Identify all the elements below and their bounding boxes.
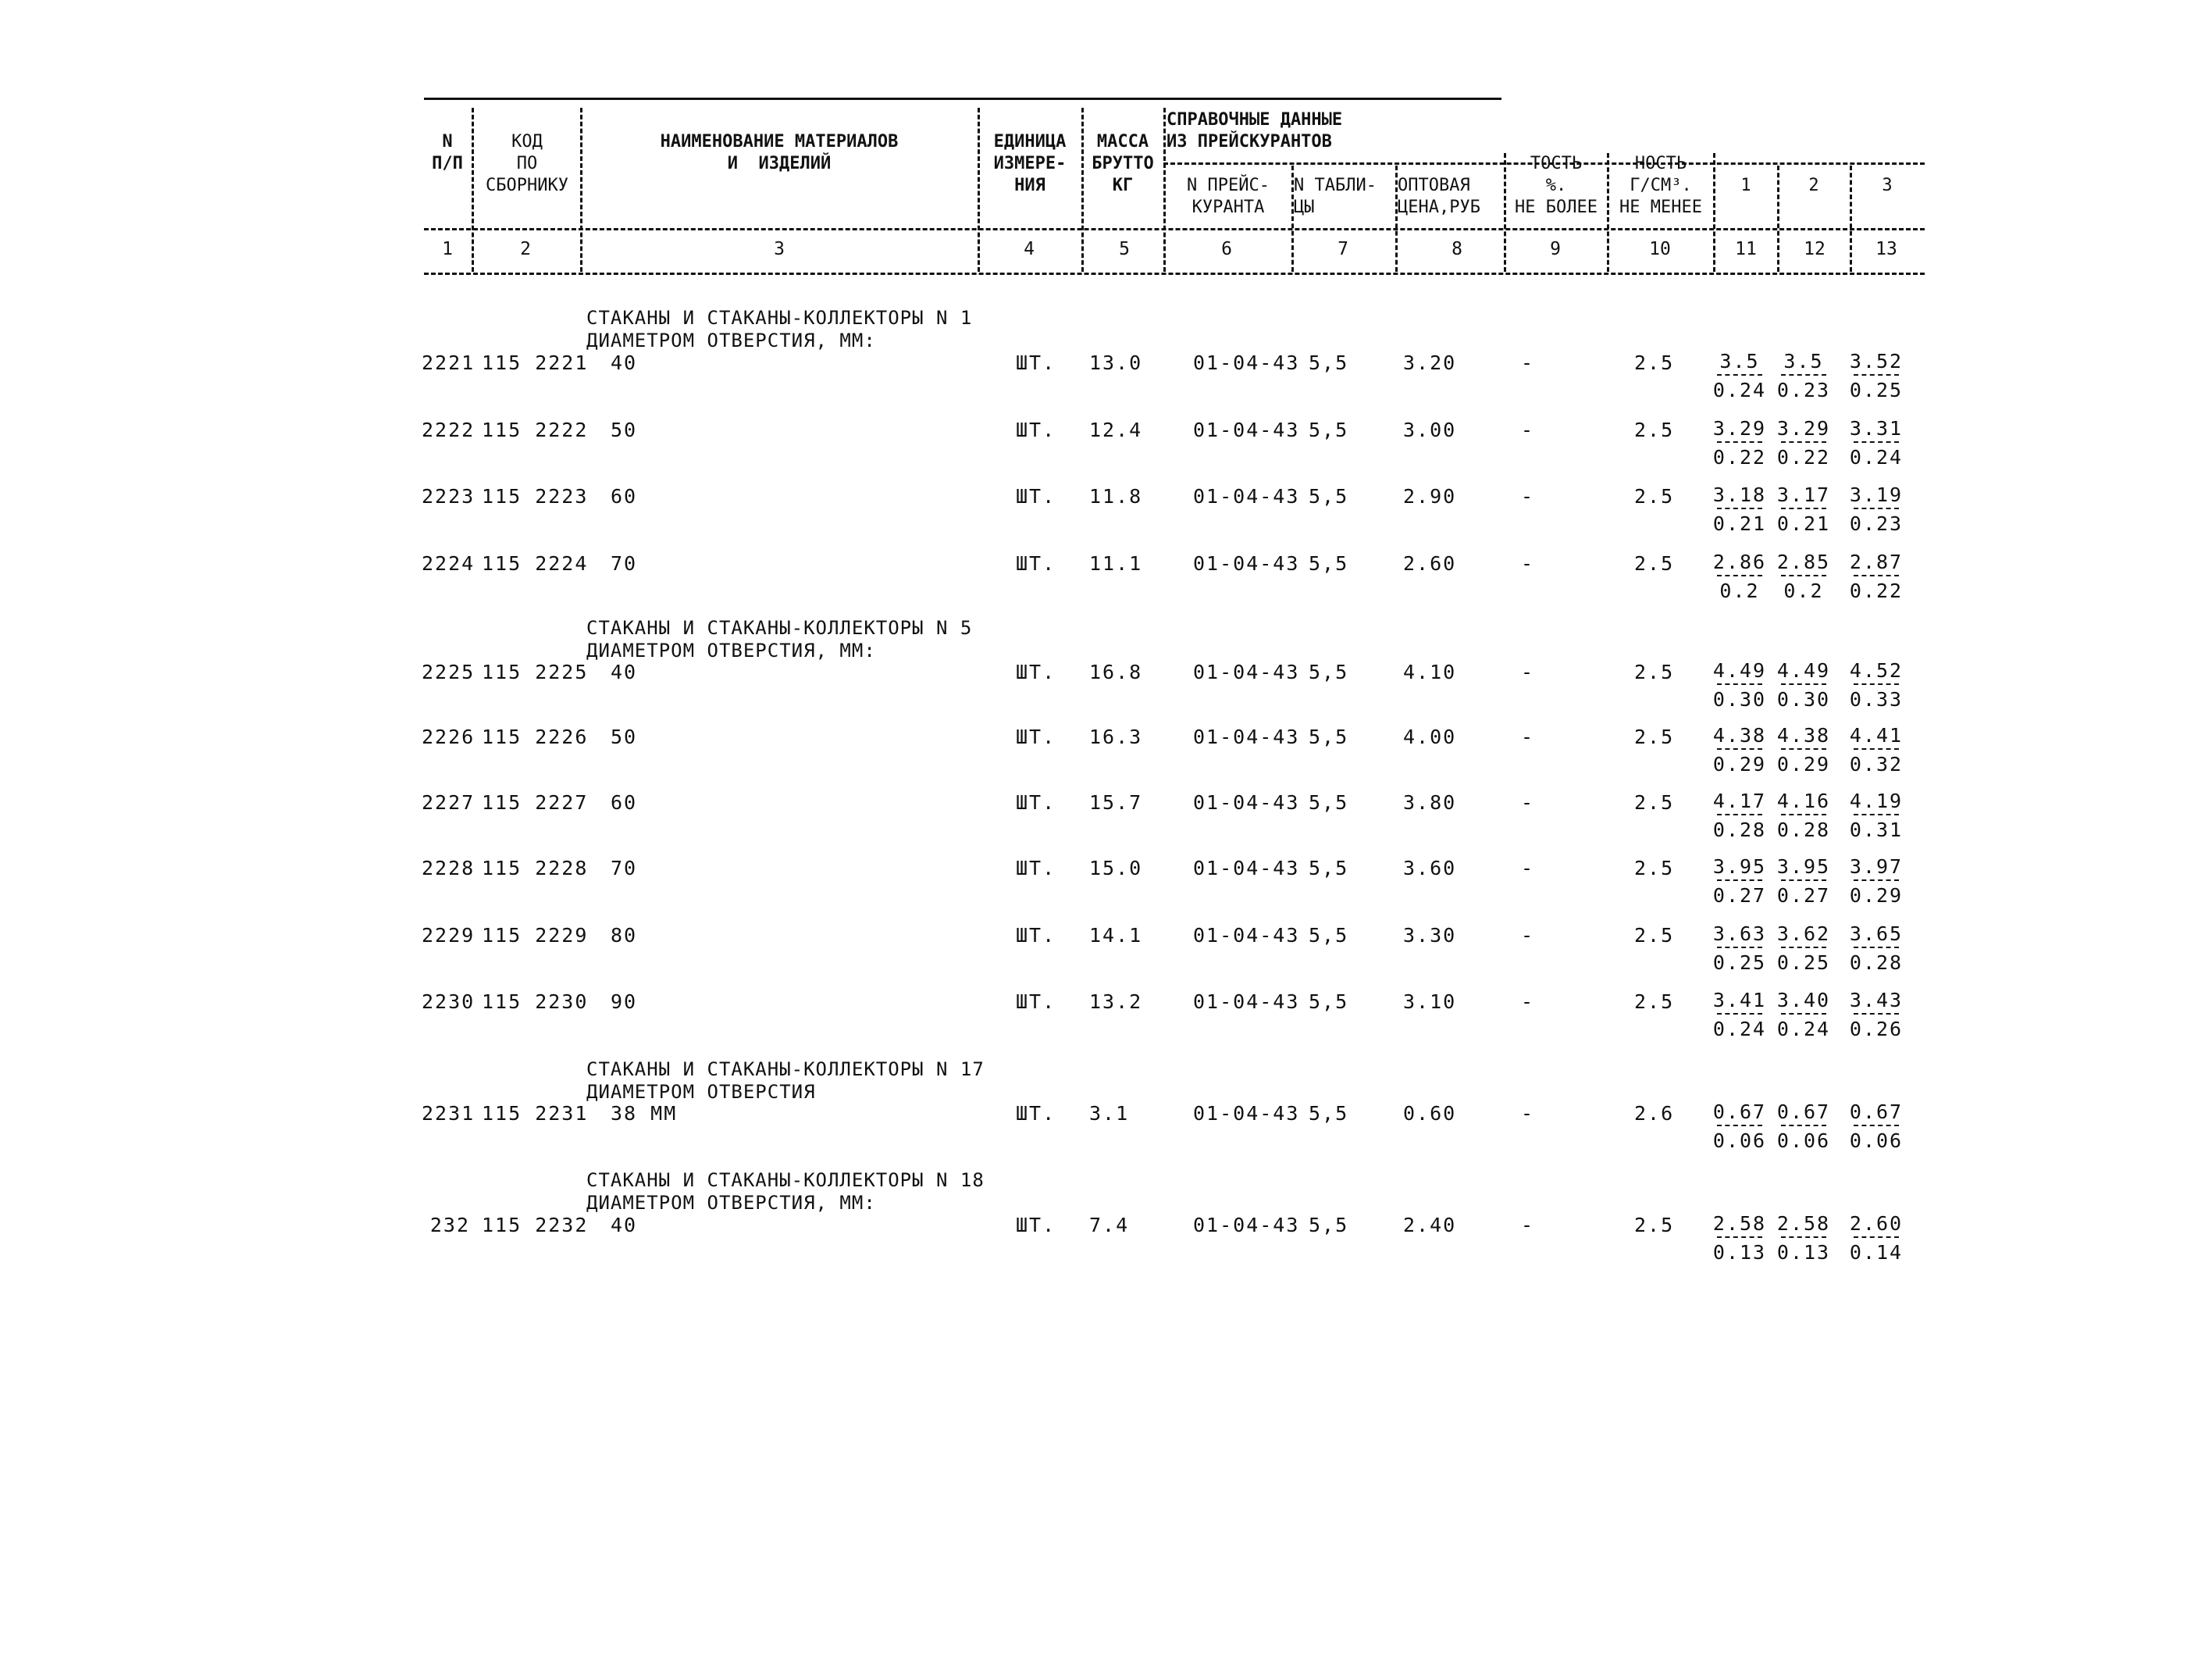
fraction-bar	[1854, 1013, 1899, 1015]
table-cell: 5,5	[1309, 1102, 1349, 1125]
fraction-denominator: 0.25	[1776, 951, 1831, 974]
fraction-denominator: 0.24	[1712, 1018, 1767, 1040]
price-list-cell: 01-04-43	[1193, 419, 1300, 441]
fraction-cell	[1772, 922, 1835, 974]
fraction-bar	[1717, 508, 1762, 509]
fraction-numerator: 4.38	[1776, 724, 1831, 747]
fraction-numerator: 3.17	[1776, 483, 1831, 506]
density-cell: 2.6	[1634, 1102, 1675, 1125]
fraction-denominator: 0.28	[1776, 819, 1831, 841]
fraction-bar	[1717, 683, 1762, 685]
porosity-cell: -	[1521, 661, 1535, 683]
code-cell: 115 2231	[482, 1102, 589, 1125]
mass-cell: 11.8	[1089, 485, 1143, 508]
header-col4: ЕДИНИЦА ИЗМЕРЕ- НИЯ	[993, 132, 1067, 195]
name-cell: 70	[611, 552, 638, 575]
fraction-bar	[1717, 1125, 1762, 1126]
name-cell: 38 ММ	[611, 1102, 678, 1125]
fraction-bar	[1717, 374, 1762, 376]
fraction-bar	[1781, 748, 1826, 750]
fraction-bar	[1781, 1236, 1826, 1238]
fraction-bar	[1854, 508, 1899, 509]
mass-cell: 15.7	[1089, 791, 1143, 814]
price-cell: 4.00	[1403, 726, 1457, 748]
price-list-cell: 01-04-43	[1193, 726, 1300, 748]
table-cell: 5,5	[1309, 924, 1349, 947]
fraction-cell	[1772, 790, 1835, 841]
fraction-numerator: 4.16	[1776, 790, 1831, 812]
header-col10: НОСТЬ Г/СМ³. НЕ МЕНЕЕ	[1619, 154, 1702, 217]
fraction-denominator: 0.28	[1712, 819, 1767, 841]
header-col5: МАССА БРУТТО КГ	[1092, 132, 1154, 195]
code-cell: 115 2225	[482, 661, 589, 683]
fraction-cell	[1772, 1100, 1835, 1152]
mass-cell: 3.1	[1089, 1102, 1130, 1125]
fraction-bar	[1717, 441, 1762, 443]
fraction-numerator: 2.58	[1776, 1212, 1831, 1235]
row-number: 2223	[422, 485, 476, 508]
fraction-bar	[1781, 575, 1826, 576]
unit-cell: ШТ.	[1016, 351, 1056, 374]
fraction-denominator: 0.21	[1712, 512, 1767, 535]
fraction-bar	[1781, 683, 1826, 685]
fraction-cell	[1845, 417, 1907, 469]
fraction-bar	[1781, 814, 1826, 815]
column-number: 3	[774, 239, 785, 259]
fraction-denominator: 0.06	[1849, 1129, 1904, 1152]
fraction-bar	[1717, 814, 1762, 815]
price-cell: 3.30	[1403, 924, 1457, 947]
row-number: 2224	[422, 552, 476, 575]
fraction-denominator: 0.25	[1849, 379, 1904, 401]
fraction-denominator: 0.33	[1849, 688, 1904, 711]
header-bottom-rule	[424, 228, 1925, 230]
fraction-numerator: 3.97	[1849, 855, 1904, 878]
fraction-bar	[1781, 374, 1826, 376]
fraction-cell	[1845, 855, 1907, 907]
column-number: 7	[1338, 239, 1348, 259]
fraction-numerator: 3.62	[1776, 922, 1831, 945]
fraction-cell	[1708, 1100, 1771, 1152]
fraction-numerator: 3.31	[1849, 417, 1904, 440]
porosity-cell: -	[1521, 552, 1535, 575]
fraction-cell	[1772, 724, 1835, 776]
price-list-cell: 01-04-43	[1193, 1214, 1300, 1236]
fraction-bar	[1854, 683, 1899, 685]
porosity-cell: -	[1521, 924, 1535, 947]
column-number: 9	[1550, 239, 1561, 259]
fraction-denominator: 0.31	[1849, 819, 1904, 841]
fraction-bar	[1717, 879, 1762, 881]
code-cell: 115 2230	[482, 990, 589, 1013]
name-cell: 70	[611, 857, 638, 879]
header-top-rule	[424, 98, 1501, 100]
name-cell: 40	[611, 1214, 638, 1236]
header-col11: 1	[1740, 176, 1751, 195]
fraction-cell	[1845, 1100, 1907, 1152]
column-number: 4	[1024, 239, 1035, 259]
fraction-denominator: 0.13	[1712, 1241, 1767, 1264]
unit-cell: ШТ.	[1016, 924, 1056, 947]
row-number: 2230	[422, 990, 476, 1013]
column-number: 6	[1221, 239, 1232, 259]
fraction-denominator: 0.2	[1783, 580, 1824, 602]
code-cell: 115 2227	[482, 791, 589, 814]
price-cell: 2.60	[1403, 552, 1457, 575]
fraction-cell	[1845, 790, 1907, 841]
unit-cell: ШТ.	[1016, 419, 1056, 441]
fraction-cell	[1845, 350, 1907, 401]
group-title: СТАКАНЫ И СТАКАНЫ-КОЛЛЕКТОРЫ N 18 ДИАМЕТРОМ ОТВЕРСТИЯ, ММ:	[586, 1169, 985, 1214]
fraction-numerator: 3.29	[1712, 417, 1767, 440]
fraction-cell	[1845, 483, 1907, 535]
fraction-bar	[1854, 1125, 1899, 1126]
header-col9: ТОСТЬ %. НЕ БОЛЕЕ	[1515, 154, 1598, 217]
density-cell: 2.5	[1634, 419, 1675, 441]
column-number: 13	[1875, 239, 1897, 259]
row-number: 232	[429, 1214, 470, 1236]
fraction-cell	[1845, 724, 1907, 776]
fraction-denominator: 0.29	[1776, 753, 1831, 776]
code-cell: 115 2223	[482, 485, 589, 508]
fraction-cell	[1708, 551, 1771, 602]
column-number: 10	[1649, 239, 1671, 259]
name-cell: 50	[611, 419, 638, 441]
column-number: 8	[1452, 239, 1462, 259]
fraction-bar	[1781, 947, 1826, 948]
price-cell: 3.10	[1403, 990, 1457, 1013]
fraction-numerator: 3.18	[1712, 483, 1767, 506]
fraction-numerator: 2.87	[1849, 551, 1904, 573]
fraction-denominator: 0.22	[1849, 580, 1904, 602]
code-cell: 115 2226	[482, 726, 589, 748]
fraction-cell	[1708, 483, 1771, 535]
table-cell: 5,5	[1309, 791, 1349, 814]
fraction-cell	[1708, 855, 1771, 907]
unit-cell: ШТ.	[1016, 485, 1056, 508]
fraction-cell	[1708, 350, 1771, 401]
fraction-denominator: 0.26	[1849, 1018, 1904, 1040]
header-col2: КОД ПО СБОРНИКУ	[486, 132, 568, 195]
price-list-cell: 01-04-43	[1193, 924, 1300, 947]
header-col12: 2	[1808, 176, 1819, 195]
fraction-cell	[1845, 922, 1907, 974]
code-cell: 115 2229	[482, 924, 589, 947]
fraction-denominator: 0.06	[1712, 1129, 1767, 1152]
density-cell: 2.5	[1634, 1214, 1675, 1236]
price-cell: 3.20	[1403, 351, 1457, 374]
price-cell: 4.10	[1403, 661, 1457, 683]
table-cell: 5,5	[1309, 857, 1349, 879]
fraction-numerator: 4.41	[1849, 724, 1904, 747]
unit-cell: ШТ.	[1016, 1102, 1056, 1125]
fraction-numerator: 4.52	[1849, 659, 1904, 682]
column-number: 5	[1119, 239, 1130, 259]
code-cell: 115 2228	[482, 857, 589, 879]
column-number: 12	[1804, 239, 1826, 259]
unit-cell: ШТ.	[1016, 857, 1056, 879]
name-cell: 60	[611, 791, 638, 814]
row-number: 2227	[422, 791, 476, 814]
unit-cell: ШТ.	[1016, 1214, 1056, 1236]
fraction-denominator: 0.24	[1776, 1018, 1831, 1040]
fraction-denominator: 0.06	[1776, 1129, 1831, 1152]
header-col6: N ПРЕЙС- КУРАНТА	[1187, 176, 1270, 217]
fraction-bar	[1717, 1013, 1762, 1015]
row-number: 2231	[422, 1102, 476, 1125]
fraction-cell	[1772, 350, 1835, 401]
fraction-numerator: 3.40	[1776, 989, 1831, 1011]
price-list-cell: 01-04-43	[1193, 351, 1300, 374]
fraction-numerator: 2.85	[1776, 551, 1831, 573]
header-end-rule	[424, 273, 1925, 275]
header-col8: ОПТОВАЯ ЦЕНА,РУБ	[1398, 176, 1480, 217]
fraction-numerator: 3.52	[1849, 350, 1904, 373]
group-title: СТАКАНЫ И СТАКАНЫ-КОЛЛЕКТОРЫ N 5 ДИАМЕТРОМ ОТВЕРСТИЯ, ММ:	[586, 617, 973, 662]
fraction-numerator: 4.49	[1712, 659, 1767, 682]
fraction-bar	[1717, 947, 1762, 948]
price-cell: 3.60	[1403, 857, 1457, 879]
fraction-cell	[1845, 1212, 1907, 1264]
mass-cell: 15.0	[1089, 857, 1143, 879]
fraction-bar	[1781, 879, 1826, 881]
porosity-cell: -	[1521, 485, 1535, 508]
unit-cell: ШТ.	[1016, 791, 1056, 814]
fraction-numerator: 0.67	[1712, 1100, 1767, 1123]
fraction-bar	[1717, 575, 1762, 576]
fraction-denominator: 0.14	[1849, 1241, 1904, 1264]
row-number: 2222	[422, 419, 476, 441]
fraction-denominator: 0.29	[1849, 884, 1904, 907]
fraction-cell	[1708, 724, 1771, 776]
row-number: 2229	[422, 924, 476, 947]
fraction-bar	[1854, 575, 1899, 576]
fraction-cell	[1772, 855, 1835, 907]
porosity-cell: -	[1521, 857, 1535, 879]
fraction-bar	[1854, 1236, 1899, 1238]
fraction-cell	[1772, 483, 1835, 535]
fraction-numerator: 3.19	[1849, 483, 1904, 506]
header-col13: 3	[1882, 176, 1893, 195]
row-number: 2221	[422, 351, 476, 374]
fraction-denominator: 0.13	[1776, 1241, 1831, 1264]
fraction-bar	[1854, 814, 1899, 815]
porosity-cell: -	[1521, 791, 1535, 814]
mass-cell: 13.0	[1089, 351, 1143, 374]
fraction-numerator: 2.86	[1712, 551, 1767, 573]
fraction-cell	[1845, 551, 1907, 602]
column-number: 11	[1735, 239, 1757, 259]
fraction-bar	[1854, 374, 1899, 376]
row-number: 2225	[422, 661, 476, 683]
mass-cell: 11.1	[1089, 552, 1143, 575]
density-cell: 2.5	[1634, 351, 1675, 374]
fraction-numerator: 3.95	[1776, 855, 1831, 878]
fraction-denominator: 0.23	[1776, 379, 1831, 401]
fraction-cell	[1772, 417, 1835, 469]
fraction-cell	[1845, 989, 1907, 1040]
mass-cell: 13.2	[1089, 990, 1143, 1013]
fraction-cell	[1708, 790, 1771, 841]
fraction-numerator: 3.41	[1712, 989, 1767, 1011]
fraction-numerator: 4.17	[1712, 790, 1767, 812]
mass-cell: 7.4	[1089, 1214, 1130, 1236]
header-col3: НАИМЕНОВАНИЕ МАТЕРИАЛОВ И ИЗДЕЛИЙ	[660, 132, 899, 173]
fraction-numerator: 3.43	[1849, 989, 1904, 1011]
price-list-cell: 01-04-43	[1193, 485, 1300, 508]
code-cell: 115 2222	[482, 419, 589, 441]
code-cell: 115 2221	[482, 351, 589, 374]
fraction-numerator: 3.63	[1712, 922, 1767, 945]
fraction-cell	[1708, 417, 1771, 469]
table-cell: 5,5	[1309, 661, 1349, 683]
price-cell: 2.90	[1403, 485, 1457, 508]
density-cell: 2.5	[1634, 924, 1675, 947]
row-number: 2226	[422, 726, 476, 748]
table-cell: 5,5	[1309, 419, 1349, 441]
density-cell: 2.5	[1634, 726, 1675, 748]
fraction-denominator: 0.27	[1776, 884, 1831, 907]
column-number: 2	[520, 239, 531, 259]
fraction-numerator: 3.29	[1776, 417, 1831, 440]
fraction-denominator: 0.22	[1712, 446, 1767, 469]
porosity-cell: -	[1521, 726, 1535, 748]
mass-cell: 16.8	[1089, 661, 1143, 683]
fraction-denominator: 0.25	[1712, 951, 1767, 974]
fraction-denominator: 0.27	[1712, 884, 1767, 907]
fraction-cell	[1708, 989, 1771, 1040]
mass-cell: 12.4	[1089, 419, 1143, 441]
density-cell: 2.5	[1634, 552, 1675, 575]
fraction-bar	[1781, 508, 1826, 509]
fraction-denominator: 0.30	[1712, 688, 1767, 711]
density-cell: 2.5	[1634, 661, 1675, 683]
fraction-bar	[1854, 748, 1899, 750]
fraction-numerator: 3.65	[1849, 922, 1904, 945]
fraction-cell	[1772, 551, 1835, 602]
fraction-denominator: 0.2	[1719, 580, 1760, 602]
table-cell: 5,5	[1309, 1214, 1349, 1236]
header-col1: N П/П	[432, 132, 463, 173]
fraction-bar	[1854, 947, 1899, 948]
fraction-bar	[1717, 1236, 1762, 1238]
table-cell: 5,5	[1309, 351, 1349, 374]
unit-cell: ШТ.	[1016, 552, 1056, 575]
column-number: 1	[442, 239, 453, 259]
name-cell: 40	[611, 661, 638, 683]
fraction-denominator: 0.24	[1712, 379, 1767, 401]
fraction-numerator: 4.49	[1776, 659, 1831, 682]
name-cell: 40	[611, 351, 638, 374]
fraction-numerator: 0.67	[1849, 1100, 1904, 1123]
fraction-numerator: 2.58	[1712, 1212, 1767, 1235]
fraction-cell	[1708, 1212, 1771, 1264]
price-list-cell: 01-04-43	[1193, 552, 1300, 575]
fraction-bar	[1854, 441, 1899, 443]
fraction-cell	[1708, 659, 1771, 711]
table-cell: 5,5	[1309, 485, 1349, 508]
fraction-cell	[1772, 989, 1835, 1040]
code-cell: 115 2224	[482, 552, 589, 575]
fraction-denominator: 0.32	[1849, 753, 1904, 776]
fraction-denominator: 0.23	[1849, 512, 1904, 535]
fraction-cell	[1708, 922, 1771, 974]
porosity-cell: -	[1521, 1102, 1535, 1125]
group-title: СТАКАНЫ И СТАКАНЫ-КОЛЛЕКТОРЫ N 17 ДИАМЕТРОМ ОТВЕРСТИЯ	[586, 1058, 985, 1103]
porosity-cell: -	[1521, 990, 1535, 1013]
mass-cell: 16.3	[1089, 726, 1143, 748]
price-cell: 2.40	[1403, 1214, 1457, 1236]
unit-cell: ШТ.	[1016, 990, 1056, 1013]
fraction-numerator: 2.60	[1849, 1212, 1904, 1235]
price-cell: 0.60	[1403, 1102, 1457, 1125]
table-cell: 5,5	[1309, 990, 1349, 1013]
price-list-cell: 01-04-43	[1193, 990, 1300, 1013]
price-list-cell: 01-04-43	[1193, 791, 1300, 814]
unit-cell: ШТ.	[1016, 726, 1056, 748]
header-group: СПРАВОЧНЫЕ ДАННЫЕ ИЗ ПРЕЙСКУРАНТОВ	[1167, 110, 1343, 152]
fraction-numerator: 3.95	[1712, 855, 1767, 878]
name-cell: 90	[611, 990, 638, 1013]
fraction-bar	[1854, 879, 1899, 881]
group-title: СТАКАНЫ И СТАКАНЫ-КОЛЛЕКТОРЫ N 1 ДИАМЕТРОМ ОТВЕРСТИЯ, ММ:	[586, 307, 973, 351]
fraction-numerator: 4.38	[1712, 724, 1767, 747]
price-list-cell: 01-04-43	[1193, 857, 1300, 879]
unit-cell: ШТ.	[1016, 661, 1056, 683]
density-cell: 2.5	[1634, 485, 1675, 508]
fraction-numerator: 3.5	[1783, 350, 1824, 373]
fraction-bar	[1781, 441, 1826, 443]
fraction-bar	[1781, 1013, 1826, 1015]
fraction-denominator: 0.22	[1776, 446, 1831, 469]
price-list-cell: 01-04-43	[1193, 661, 1300, 683]
density-cell: 2.5	[1634, 857, 1675, 879]
header-col7: N ТАБЛИ- ЦЫ	[1294, 176, 1377, 217]
price-cell: 3.00	[1403, 419, 1457, 441]
porosity-cell: -	[1521, 351, 1535, 374]
mass-cell: 14.1	[1089, 924, 1143, 947]
fraction-bar	[1717, 748, 1762, 750]
name-cell: 50	[611, 726, 638, 748]
fraction-denominator: 0.28	[1849, 951, 1904, 974]
fraction-cell	[1772, 659, 1835, 711]
porosity-cell: -	[1521, 419, 1535, 441]
fraction-denominator: 0.24	[1849, 446, 1904, 469]
name-cell: 60	[611, 485, 638, 508]
porosity-cell: -	[1521, 1214, 1535, 1236]
fraction-denominator: 0.29	[1712, 753, 1767, 776]
name-cell: 80	[611, 924, 638, 947]
row-number: 2228	[422, 857, 476, 879]
fraction-bar	[1781, 1125, 1826, 1126]
fraction-denominator: 0.30	[1776, 688, 1831, 711]
table-cell: 5,5	[1309, 552, 1349, 575]
fraction-numerator: 0.67	[1776, 1100, 1831, 1123]
fraction-cell	[1845, 659, 1907, 711]
code-cell: 115 2232	[482, 1214, 589, 1236]
density-cell: 2.5	[1634, 791, 1675, 814]
price-list-cell: 01-04-43	[1193, 1102, 1300, 1125]
price-cell: 3.80	[1403, 791, 1457, 814]
fraction-numerator: 4.19	[1849, 790, 1904, 812]
fraction-numerator: 3.5	[1719, 350, 1760, 373]
fraction-cell	[1772, 1212, 1835, 1264]
table-cell: 5,5	[1309, 726, 1349, 748]
fraction-denominator: 0.21	[1776, 512, 1831, 535]
density-cell: 2.5	[1634, 990, 1675, 1013]
